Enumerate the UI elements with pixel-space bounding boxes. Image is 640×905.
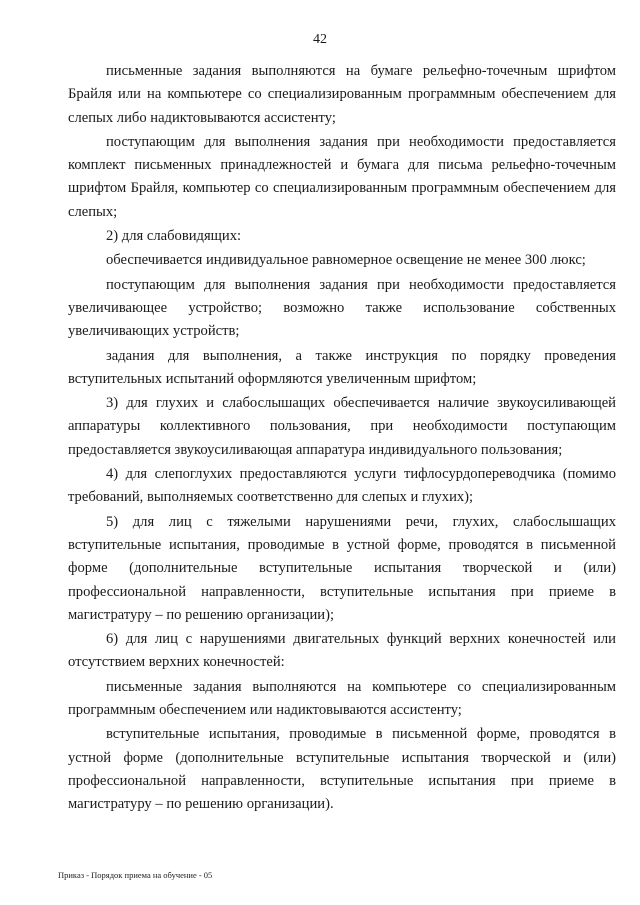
list-item: 4) для слепоглухих предоставляются услуги тифлосурдопереводчика (помимо требований, выполняемых соответственно для слепых и глухих); bbox=[68, 466, 616, 506]
paragraph: вступительные испытания, проводимые в письменной форме, проводятся в устной форме (дополнительные вступительные испытания творческой и (или) профессиональной направленности, вступительные испытания при приеме в магистратуру – по решению организации). bbox=[68, 726, 616, 813]
page-footer: Приказ - Порядок приема на обучение - 05 bbox=[58, 870, 213, 880]
list-item: 5) для лиц с тяжелыми нарушениями речи, глухих, слабослышащих вступительные испытания, проводимые в устной форме, проводятся в письменной форме (дополнительные вступительные испытания творческой и (или) профессиональной направленности, вступительные испытания при приеме в магистратуру – по решению организации); bbox=[68, 513, 616, 623]
paragraph: обеспечивается индивидуальное равномерное освещение не менее 300 люкс; bbox=[106, 252, 586, 269]
paragraph: поступающим для выполнения задания при необходимости предоставляется увеличивающее устройство; возможно также использование собственных увеличивающих устройств; bbox=[68, 276, 616, 340]
paragraph: задания для выполнения, а также инструкция по порядку проведения вступительных испытаний оформляются увеличенным шрифтом; bbox=[68, 347, 616, 387]
paragraph: письменные задания выполняются на бумаге рельефно-точечным шрифтом Брайля или на компьютере со специализированным программным обеспечением для слепых либо надиктовываются ассистенту; bbox=[68, 63, 616, 126]
list-item-heading: 2) для слабовидящих: bbox=[106, 228, 242, 245]
paragraph: письменные задания выполняются на компьютере со специализированным программным обеспечением или надиктовываются ассистенту; bbox=[68, 678, 616, 719]
page-number: 42 bbox=[313, 32, 327, 47]
list-item: 3) для глухих и слабослышащих обеспечивается наличие звукоусиливающей аппаратуры коллективного пользования, при необходимости поступающим предоставляется звукоусиливающая аппаратура индивидуального пользования; bbox=[68, 395, 616, 458]
list-item-heading: 6) для лиц с нарушениями двигательных функций верхних конечностей или отсутствием верхних конечностей: bbox=[68, 631, 616, 671]
paragraph: поступающим для выполнения задания при необходимости предоставляется комплект письменных принадлежностей и бумага для письма рельефно-точечным шрифтом Брайля, компьютер со специализированным программным обеспечением для слепых; bbox=[68, 133, 616, 220]
document-body bbox=[68, 60, 616, 817]
